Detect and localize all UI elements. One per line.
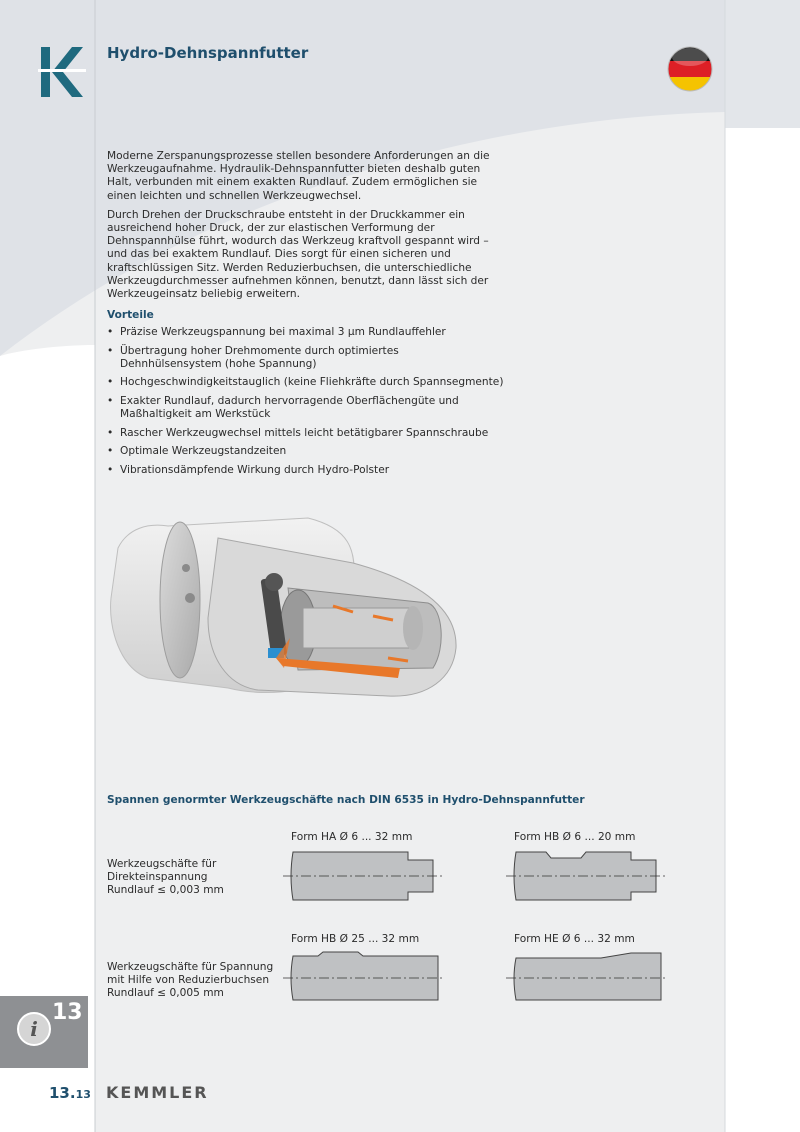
- shaft-form-hb-large-drawing: [283, 950, 443, 1008]
- list-item: • Präzise Werkzeugspannung bei maximal 3 µm Rundlauffehler: [107, 326, 446, 338]
- brand-name: KEMMLER: [106, 1083, 209, 1102]
- list-item: • Hochgeschwindigkeitstauglich (keine Fliehkräfte durch Spannsegmente): [107, 376, 504, 389]
- bullet-icon: •: [107, 394, 114, 407]
- page-number: 13.13: [49, 1084, 91, 1102]
- intro-text: [107, 150, 502, 307]
- list-item: • Optimale Werkzeugstandzeiten: [107, 445, 287, 458]
- shafts-heading: Spannen genormter Werkzeugschäfte nach DIN 6535 in Hydro-Dehnspannfutter: [107, 794, 585, 806]
- list-item: • Vibrationsdämpfende Wirkung durch Hydro-Polster: [107, 463, 390, 476]
- bullet-icon: •: [107, 376, 114, 389]
- vorteile-list: [107, 326, 527, 483]
- intro-paragraph-2: Durch Drehen der Druckschraube entsteht in der Druckkammer ein ausreichend hoher Druck, der zur elastischen Verformung der Dehnspannhülse führt, wodurch das Werkzeug kraftvoll gespannt wird – und das bei exaktem Rundlauf. Dies sorgt für einen sicheren und kraftschlüssigen Sitz. Werden Reduzierbuchsen, die unterschiedliche Werkzeugdurchmesser aufnehmen können, benutzt, dann lässt sich der Werkzeugeinsatz beliebig erweitern.: [107, 208, 489, 301]
- shaft-form-he-drawing: [506, 950, 666, 1008]
- list-item: • Übertragung hoher Drehmomente durch optimiertes Dehnhülsensystem (hohe Spannung): [107, 344, 399, 370]
- form-label-hb-small: Form HB Ø 6 ... 20 mm: [514, 831, 636, 843]
- form-label-ha: Form HA Ø 6 ... 32 mm: [291, 831, 413, 843]
- bullet-icon: •: [107, 326, 114, 338]
- bullet-icon: •: [107, 445, 114, 458]
- bullet-icon: •: [107, 344, 114, 357]
- chuck-cutaway-illustration: [108, 508, 468, 708]
- form-label-he: Form HE Ø 6 ... 32 mm: [514, 933, 635, 945]
- bullet-icon: •: [107, 426, 114, 439]
- list-item: • Exakter Rundlauf, dadurch hervorragende Oberflächengüte und Maßhaltigkeit am Werkstück: [107, 394, 459, 421]
- row-label-direct: Werkzeugschäfte für Direkteinspannung Rundlauf ≤ 0,003 mm: [107, 858, 224, 897]
- row-label-reducer: Werkzeugschäfte für Spannung mit Hilfe von Reduzierbuchsen Rundlauf ≤ 0,005 mm: [107, 961, 274, 1000]
- vorteile-heading: Vorteile: [107, 309, 154, 321]
- shaft-form-hb-small-drawing: [506, 848, 666, 906]
- bullet-icon: •: [107, 463, 114, 476]
- svg-text:i: i: [30, 1017, 38, 1041]
- shaft-form-ha-drawing: [283, 848, 443, 906]
- kemmler-logo: [38, 44, 86, 100]
- list-item: • Rascher Werkzeugwechsel mittels leicht betätigbarer Spannschraube: [107, 426, 489, 439]
- chapter-number: 13: [52, 1000, 83, 1025]
- intro-paragraph-1: Moderne Zerspanungsprozesse stellen besondere Anforderungen an die Werkzeugaufnahme. Hydraulik-Dehnspannfutter bieten deshalb guten Halt, verbunden mit einem exakten Rundlauf. Zudem ermöglichen sie einen leichten und schnellen Werkzeugwechsel.: [107, 150, 490, 202]
- page-title: Hydro-Dehnspannfutter: [107, 44, 309, 62]
- form-label-hb-large: Form HB Ø 25 ... 32 mm: [291, 933, 420, 945]
- info-icon: [16, 1011, 52, 1047]
- german-flag-icon: [666, 45, 714, 93]
